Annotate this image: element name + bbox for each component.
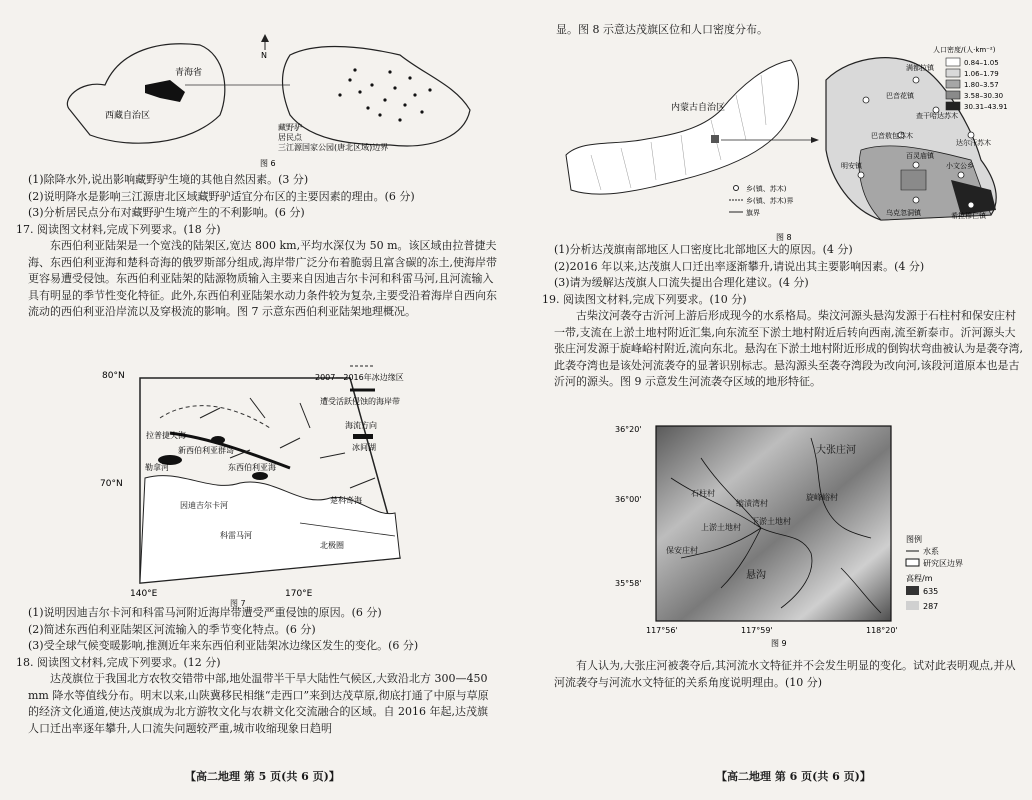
town-xilamuren: 希拉穆仁镇 (951, 212, 986, 220)
town-wukehudong: 乌克忽洞镇 (886, 209, 921, 217)
q18-item-2: (2)2016 年以来,达茂旗人口迁出率逐渐攀升,请说出其主要影响因素。(4 分) (554, 259, 925, 273)
density-label-4: 30.31–43.91 (964, 103, 1008, 111)
figure-7-caption: 图 7 (230, 599, 246, 608)
town-mandula: 满都拉镇 (906, 64, 934, 72)
density-label-1: 1.06–1.79 (964, 70, 999, 78)
q16-item-2: (2)说明降水是影响三江源唐北区域藏野驴适宜分布区的主要因素的理由。(6 分) (28, 189, 415, 203)
lat-70-label: 70°N (100, 479, 123, 489)
place-xiayu: 下淤土地村 (751, 517, 791, 526)
fig7-legend-polynya: 冰间湖 (352, 443, 376, 452)
lon-3: 118°20' (866, 626, 898, 635)
town-xiaowengong: 小文公乡 (946, 162, 974, 170)
fig7-legend-current: 海流方向 (345, 421, 377, 430)
legend-boundary: 三江源国家公园(唐北区域)边界 (278, 143, 389, 152)
north-arrow-label: N (261, 51, 267, 60)
figure-7-map (100, 358, 470, 598)
fig9-elev-high: 635 (923, 587, 939, 596)
q18-paragraph: 达茂旗位于我国北方农牧交错带中部,地处温带半干旱大陆性气候区,大致沿北方 300—450 mm 降水等值线分布。明末以来,山陕冀移民相继“走西口”来到达茂草原,彻底打通了中原与草原的经济文化通道,使达茂旗成为北方游牧文化与农耕文化交流融合的区域。自 2016 年起,达茂旗人口迁出率逐年攀升,人口流失问题较严重,城市收缩现象日趋明 (28, 672, 489, 735)
right-page-footer: 【高二地理 第 6 页(共 6 页)】 (716, 770, 871, 783)
fig8-intro: 显。图 8 示意达茂旗区位和人口密度分布。 (556, 23, 768, 36)
q18-heading: 18. 阅读图文材料,完成下列要求。(12 分) (16, 655, 221, 669)
town-chaganhada: 查干哈达苏木 (916, 112, 958, 120)
figure-8-caption: 图 8 (776, 233, 792, 242)
density-swatch-4 (946, 102, 960, 110)
legend-banner-boundary: 旗界 (746, 209, 760, 217)
figure-6-map (50, 30, 490, 170)
place-xuanfeng: 旋峰峪村 (806, 493, 838, 502)
lena-label: 勒拿河 (145, 463, 169, 472)
q19-paragraph: 古柴汶河袭夺古沂河上游后形成现今的水系格局。柴汶河源头悬沟发源于石柱村和保安庄村一带,支流在上淤土地村附近汇集,向东流至下淤土地村附近后转向西南,流至新泰市。沂河源头大张庄河发源于旋峰峪村附近,流向东北。悬沟在下淤土地村附近形成的倒钩状弯曲被认为是袭夺湾,此袭夺湾也是该处河流袭夺的显著识别标志。悬沟源头至袭夺湾段为改向河,该段河道原本也是古沂河的源头。图 9 示意发生河流袭夺区域的地形特征。 (554, 309, 1023, 388)
fig7-legend-erosion: 遭受活跃侵蚀的海岸带 (320, 397, 400, 406)
place-shangyu: 上淤土地村 (701, 523, 741, 532)
lon-1: 117°56' (646, 626, 678, 635)
fig9-legend-river: 水系 (923, 547, 939, 556)
density-swatch-2 (946, 80, 960, 88)
density-label-0: 0.84–1.05 (964, 59, 999, 67)
q17-paragraph: 东西伯利亚陆架是一个宽浅的陆架区,宽达 800 km,平均水深仅为 50 m。该区域由拉普捷夫海、东西伯利亚海和楚科奇海的俄罗斯部分组成,海岸带广泛分布着脆弱且富含碳的冻土,使海岸带更容易遭受侵蚀。东西伯利亚陆架的陆源物质输入主要来自因迪吉尔卡河和科雷马河,且河流输入具有明显的季节性变化特征。此外,东西伯利亚陆架水动力条件较为复杂,主要受沿着海岸自西向东流动的西伯利亚沿岸流以及穿极流的影响。图 7 示意东西伯利亚陆架地理概况。 (28, 239, 497, 318)
density-legend-title: 人口密度/(人·km⁻²) (933, 46, 996, 54)
town-daerhan: 达尔汗苏木 (956, 139, 991, 147)
q17-item-1: (1)说明因迪吉尔卡河和科雷马河附近海岸带遭受严重侵蚀的原因。(6 分) (28, 606, 382, 619)
lon-140-label: 140°E (130, 589, 158, 598)
arctic-circle-label: 北极圈 (320, 541, 344, 550)
town-mingan: 明安镇 (841, 162, 862, 170)
right-page (516, 0, 1032, 800)
fig9-elev-low: 287 (923, 602, 939, 611)
ess-label: 东西伯利亚海 (228, 463, 276, 472)
figure-9-caption: 图 9 (771, 639, 787, 648)
lat-1: 36°20' (615, 425, 642, 434)
place-baoan: 保安庄村 (666, 546, 698, 555)
place-suozi: 缩渍湾村 (736, 499, 768, 508)
density-swatch-1 (946, 69, 960, 77)
fig9-elev-title: 高程/m (906, 574, 933, 583)
q16-item-1: (1)除降水外,说出影响藏野驴生境的其他自然因素。(3 分) (28, 173, 309, 186)
river-dazhangzhuang: 大张庄河 (816, 445, 856, 456)
q17-item-3: (3)受全球气候变暖影响,推测近年来东西伯利亚陆架冰边缘区发生的变化。(6 分) (28, 639, 419, 652)
legend-settlement: 居民点 (278, 133, 302, 142)
figure-9-map (611, 418, 991, 648)
town-bailingmiao: 百灵庙镇 (906, 152, 934, 160)
fig7-legend-ice-edge: 2007—2016年冰边缘区 (315, 373, 404, 382)
place-shizhu: 石柱村 (691, 489, 715, 498)
legend-town-boundary: 乡(镇、苏木)界 (746, 197, 794, 205)
river-xuangou: 悬沟 (746, 570, 766, 581)
indigirka-label: 因迪吉尔卡河 (180, 501, 228, 510)
lon-2: 117°59' (741, 626, 773, 635)
q18-item-3: (3)请为缓解达茂旗人口流失提出合理化建议。(4 分) (554, 276, 809, 289)
density-label-3: 3.58–30.30 (964, 92, 1004, 100)
chukchi-label: 楚科奇海 (330, 496, 362, 505)
figure-6-caption: 图 6 (260, 159, 276, 168)
legend-town-symbol: 乡(镇、苏木) (746, 185, 787, 193)
q19-question: 有人认为,大张庄河被袭夺后,其河流水文特征并不会发生明显的变化。试对此表明观点,并从河流袭夺与河流水文特征的关系角度说明理由。(10 分) (554, 659, 1016, 689)
kolyma-label: 科雷马河 (220, 531, 252, 540)
figure-8-map (561, 40, 1031, 245)
lat-3: 35°58' (615, 579, 642, 588)
qinghai-label: 青海省 (175, 68, 203, 78)
lat-80-label: 80°N (102, 371, 125, 381)
q17-item-2: (2)简述东西伯利亚陆架区河流输入的季节变化特点。(6 分) (28, 622, 316, 636)
density-swatch-3 (946, 91, 960, 99)
fig9-legend-title: 图例 (906, 535, 922, 544)
town-bayinhua: 巴音花镇 (886, 92, 914, 100)
lat-2: 36°00' (615, 495, 642, 504)
inner-mongolia-label: 内蒙古自治区 (671, 103, 726, 113)
laptev-sea-label: 拉普捷夫海 (146, 431, 186, 440)
nsi-label: 新西伯利亚群岛 (178, 446, 234, 455)
q17-heading: 17. 阅读图文材料,完成下列要求。(18 分) (16, 222, 221, 236)
legend-wild-ass: 藏野驴 (278, 123, 302, 132)
left-page-footer: 【高二地理 第 5 页(共 6 页)】 (185, 770, 340, 783)
q19-heading: 19. 阅读图文材料,完成下列要求。(10 分) (542, 292, 747, 306)
q16-item-3: (3)分析居民点分布对藏野驴生境产生的不利影响。(6 分) (28, 206, 305, 219)
lon-170-label: 170°E (285, 589, 313, 598)
tibet-label: 西藏自治区 (105, 111, 151, 121)
q18-item-1: (1)分析达茂旗南部地区人口密度比北部地区大的原因。(4 分) (554, 243, 853, 256)
density-swatch-0 (946, 58, 960, 66)
town-bayinaobao: 巴音敖包苏木 (871, 132, 913, 140)
fig9-legend-boundary: 研究区边界 (923, 559, 963, 568)
density-label-2: 1.80–3.57 (964, 81, 999, 89)
